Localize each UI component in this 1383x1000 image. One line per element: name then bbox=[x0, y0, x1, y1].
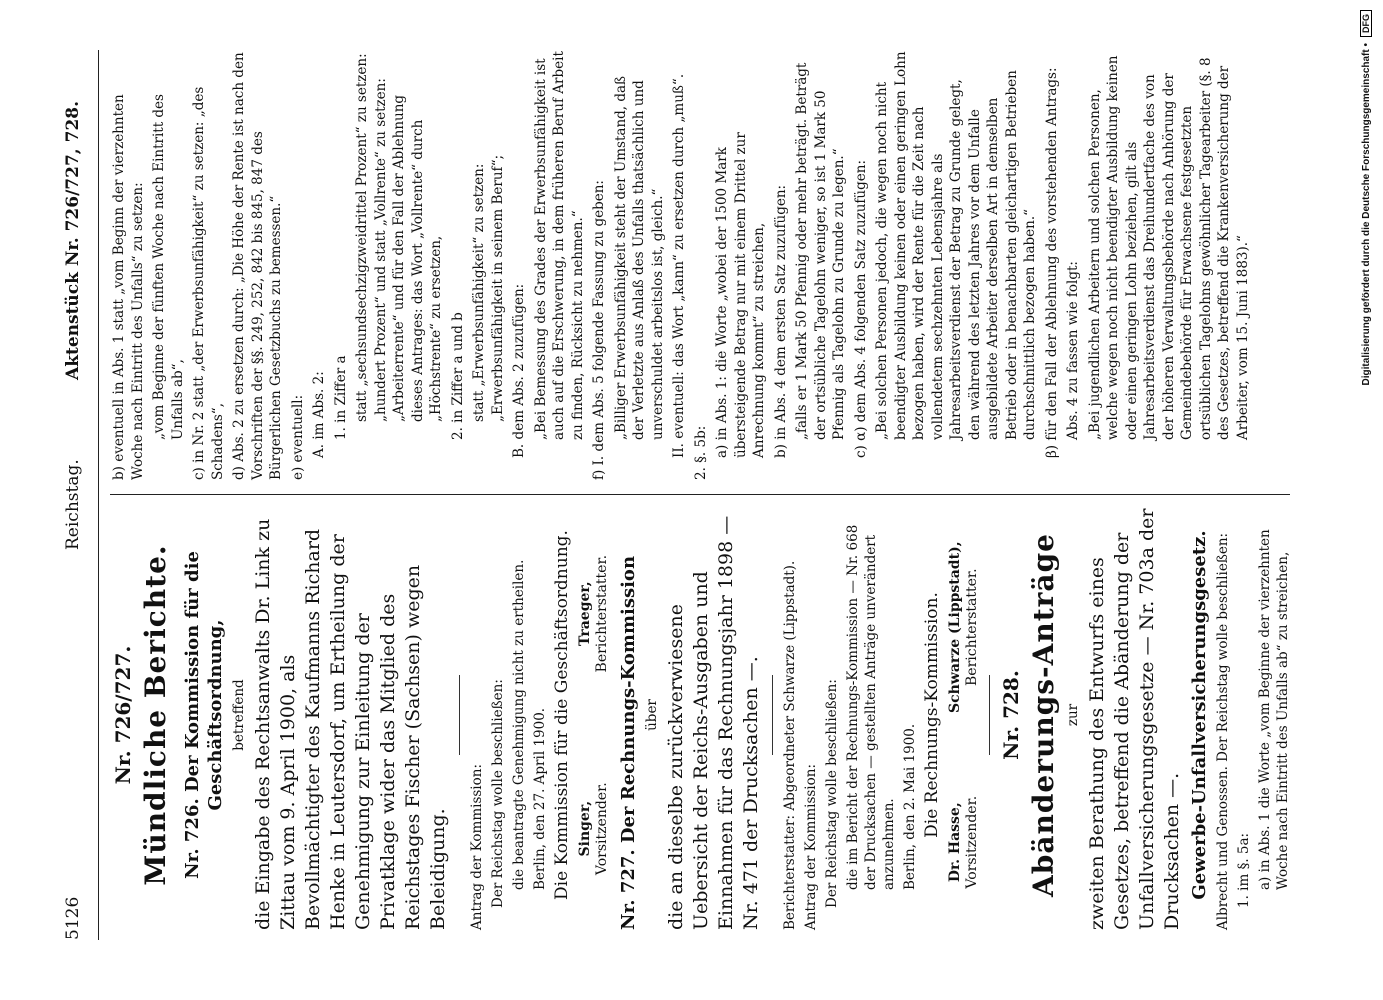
item-2c-text: „Bei solchen Personen jedoch, die wegen noch nicht beendigter Ausbildung keinen oder einen geringen Lohn bezogen haben, wird der Rente für die Zeit nach vollendetem sechzehnten Lebensjahre als Jahresarbeitsverdienst der Betrag zu Grunde gelegt, den während des letzten Jahres vor dem Unfalle ausgebildete Arbeiter derselben Art in demselben Betrieb oder in benachbarten gleichartigen Betrieben durchschnittlich bezogen haben.“ bbox=[874, 51, 1038, 440]
header-rule bbox=[98, 50, 99, 940]
r726-antrag: Antrag der Kommission: bbox=[469, 764, 485, 930]
r728-number: Nr. 728. bbox=[999, 670, 1023, 760]
item-b: b) eventuell in Abs. 1 statt „vom Beginn der vierzehnten Woche nach Eintritt des Unfalls“ zu setzen: bbox=[111, 94, 146, 480]
page-header bbox=[55, 50, 95, 940]
r727-sig-right-role: Berichterstatter. bbox=[964, 568, 980, 686]
item-2b-text: „falls er 1 Mark 50 Pfennig oder mehr beträgt. Beträgt der ortsübliche Tagelohn weniger, so ist 1 Mark 50 Pfennig als Tagelohn zu Grunde zu legen.“ bbox=[794, 62, 847, 440]
r726-body: die Eingabe des Rechtsanwalts Dr. Link zu Zittau vom 9. April 1900, als Bevollmächtigter des Kaufmanns Richard Henke in Leutersdorf, um Ertheilung der Genehmigung zur Einleitung der Privatklage wider das Mitglied des Reichstages Fischer (Sachsen) wegen Beleidigung. bbox=[252, 518, 449, 930]
item-2c: c) α) dem Abs. 4 folgenden Satz zuzufügen: bbox=[852, 160, 869, 458]
r728-intro: Albrecht und Genossen. Der Reichstag wolle beschließen: bbox=[1215, 532, 1231, 930]
r728-zur: zur bbox=[1065, 703, 1081, 727]
r727-commission: Die Rechnungs-Kommission. bbox=[922, 592, 942, 838]
heading-number: Nr. 726/727. bbox=[111, 645, 135, 785]
r726-sig-right-role: Berichterstatter. bbox=[594, 554, 610, 673]
header-center: Reichstag. bbox=[63, 459, 83, 550]
r726-signatures bbox=[577, 500, 611, 930]
page-number: 5126 bbox=[63, 896, 83, 940]
item-e-a1: 1. in Ziffer a bbox=[332, 355, 349, 440]
item-2c-beta-text: „Bei jugendlichen Arbeitern und solchen Personen, welche wegen noch nicht beendigter Ausbildung keinen oder einen geringen Lohn beziehen, gilt als Jahresarbeitsverdienst das Dreihundertfache des von der höheren Verwaltungsbehörde nach Anhörung der Gemeindebehörde für Erwachsene festgesetzten ortsüblichen Tagelohns gewöhnlicher Tagearbeiter (§. 8 des Gesetzes, betreffend die Krankenversicherung der Arbeiter, vom 15. Juni 1883).“ bbox=[1086, 55, 1251, 440]
r728-subtitle: Gewerbe-Unfallversicherungsgesetz. bbox=[1189, 530, 1210, 900]
item-c: c) in Nr. 2 statt „der Erwerbsunfähigkeit“ zu setzen: „des Schadens“, bbox=[191, 86, 226, 480]
item-e: e) eventuell: bbox=[289, 394, 306, 480]
r727-ueber: über bbox=[644, 699, 660, 731]
r728-item1: 1. im §. 5a: bbox=[1236, 832, 1252, 908]
item-d: d) Abs. 2 zu ersetzen durch: „Die Höhe der Rente ist nach den Vorschriften der §§. 249, 252, 842 bis 845, 847 des Bürgerlichen Gesetzbuchs zu bemessen.“ bbox=[231, 52, 284, 480]
item-2c-beta2: Abs. 4 zu fassen wie folgt: bbox=[1065, 261, 1081, 440]
r727-antrag-line1: Der Reichstag wolle beschließen: bbox=[824, 679, 840, 908]
r726-sig-right-name: Traeger, bbox=[577, 581, 593, 647]
column-separator bbox=[110, 494, 1290, 495]
right-column bbox=[110, 50, 1255, 480]
item-e-b: B. dem Abs. 2 zuzufügen: bbox=[511, 283, 527, 458]
item-f: f) I. dem Abs. 5 folgende Fassung zu geben: bbox=[591, 180, 607, 480]
r727-date: Berlin, den 2. Mai 1900. bbox=[902, 723, 918, 890]
stamp-text: Digitalisierung gefördert durch die Deutsche Forschungsgemeinschaft • bbox=[1360, 43, 1372, 386]
r728-item1a: a) in Abs. 1 die Worte „vom Beginne der vierzehnten Woche nach Eintritt des Unfalls ab“ zu streichen, bbox=[1257, 529, 1291, 890]
item-e-a2-text: statt „Erwerbsunfähigkeit“ zu setzen: „Erwerbsunfähigkeit in seinem Beruf“; bbox=[471, 154, 506, 422]
r726-commission: Die Kommission für die Geschäftsordnung. bbox=[552, 530, 572, 900]
divider bbox=[772, 675, 773, 755]
r727-signatures bbox=[947, 500, 981, 930]
r727-berichterstatter: Berichterstatter: Abgeordneter Schwarze (Lippstadt). bbox=[782, 560, 798, 930]
item-2c-beta: β) für den Fall der Ablehnung des vorstehenden Antrags: bbox=[1043, 67, 1060, 458]
r727-antrag: Antrag der Kommission: bbox=[803, 764, 819, 930]
heading-title: Mündliche Berichte. bbox=[139, 544, 172, 886]
r728-body: zweiten Berathung des Entwurfs eines Gesetzes, betreffend die Abänderung der Unfallversicherungsgesetze — Nr. 703a der Drucksachen —. bbox=[1086, 508, 1183, 930]
r727-sig-left-name: Dr. Hasse, bbox=[947, 802, 963, 883]
r727-sig-right-name: Schwarze (Lippstadt), bbox=[947, 541, 963, 714]
dfg-stamp bbox=[1355, 10, 1377, 990]
divider bbox=[989, 675, 990, 755]
header-title: Aktenstück Nr. 726/727, 728. bbox=[63, 100, 83, 380]
dfg-logo-icon: DFG bbox=[1360, 10, 1372, 37]
r726-sig-left-name: Singer, bbox=[577, 800, 593, 857]
r728-title: Abänderungs-Anträge bbox=[1027, 533, 1060, 897]
r726-date: Berlin, den 27. April 1900. bbox=[532, 707, 548, 890]
r726-betreffend: betreffend bbox=[231, 679, 247, 751]
item-e-a2: 2. in Ziffer a und b bbox=[449, 312, 466, 440]
item-f-text: „Billiger Erwerbsunfähigkeit steht der Umstand, daß der Verletzte aus Anlaß des Unfalls thatsächlich und unverschuldet arbeitslos ist, gleich.“ bbox=[612, 75, 666, 440]
r726-sig-left-role: Vorsitzender. bbox=[594, 782, 610, 876]
item-f-ii: II. eventuell: das Wort „kann“ zu ersetzen durch „muß“. bbox=[671, 73, 687, 458]
r726-antrag-line2: die beantragte Genehmigung nicht zu ertheilen. bbox=[511, 559, 527, 890]
r727-sig-left-role: Vorsitzender. bbox=[964, 795, 980, 889]
r727-body: die an dieselbe zurückverwiesene Uebersicht der Reichs-Ausgaben und Einnahmen für das Rechnungsjahr 1898 — Nr. 471 der Drucksachen —. bbox=[665, 515, 762, 930]
r727-title: Nr. 727. Der Rechnungs-Kommission bbox=[618, 555, 639, 930]
item-2b: b) in Abs. 4 dem ersten Satz zuzufügen: bbox=[772, 184, 789, 458]
item-2: 2. §. 5b: bbox=[692, 425, 709, 480]
r727-antrag-line2: die im Bericht der Rechnungs-Kommission — Nr. 668 der Drucksachen — gestellten Anträge unverändert anzunehmen. bbox=[845, 524, 897, 890]
item-e-a1-text: statt „sechsundsechzigzweidrittel Prozent“ zu setzen: „hundert Prozent“ und statt „Vollrente“ zu setzen: „Arbeiterrente“ und für den Fall der Ablehnung dieses Antrages: das Wort „Vollrente“ durch „Höchstrente“ zu ersetzen, bbox=[354, 53, 444, 422]
r726-title: Nr. 726. Der Kommission für die Geschäftsordnung, bbox=[182, 551, 226, 879]
r726-antrag-line1: Der Reichstag wolle beschließen: bbox=[490, 679, 506, 908]
divider bbox=[459, 675, 460, 755]
item-2a: a) in Abs. 1: die Worte „wobei der 1500 Mark übersteigende Betrag nur mit einem Drittel zur Anrechnung kommt“ zu streichen, bbox=[714, 132, 767, 458]
item-e-a: A. im Abs. 2: bbox=[311, 371, 327, 458]
item-b-quote: „vom Beginne der fünften Woche nach Eintritt des Unfalls ab“, bbox=[151, 94, 186, 440]
left-column bbox=[110, 500, 1295, 930]
item-e-b-text: „Bei Bemessung des Grades der Erwerbsunfähigkeit ist auch auf die Erschwerung, in dem früheren Beruf Arbeit zu finden, Rücksicht zu nehmen.“ bbox=[532, 51, 586, 440]
